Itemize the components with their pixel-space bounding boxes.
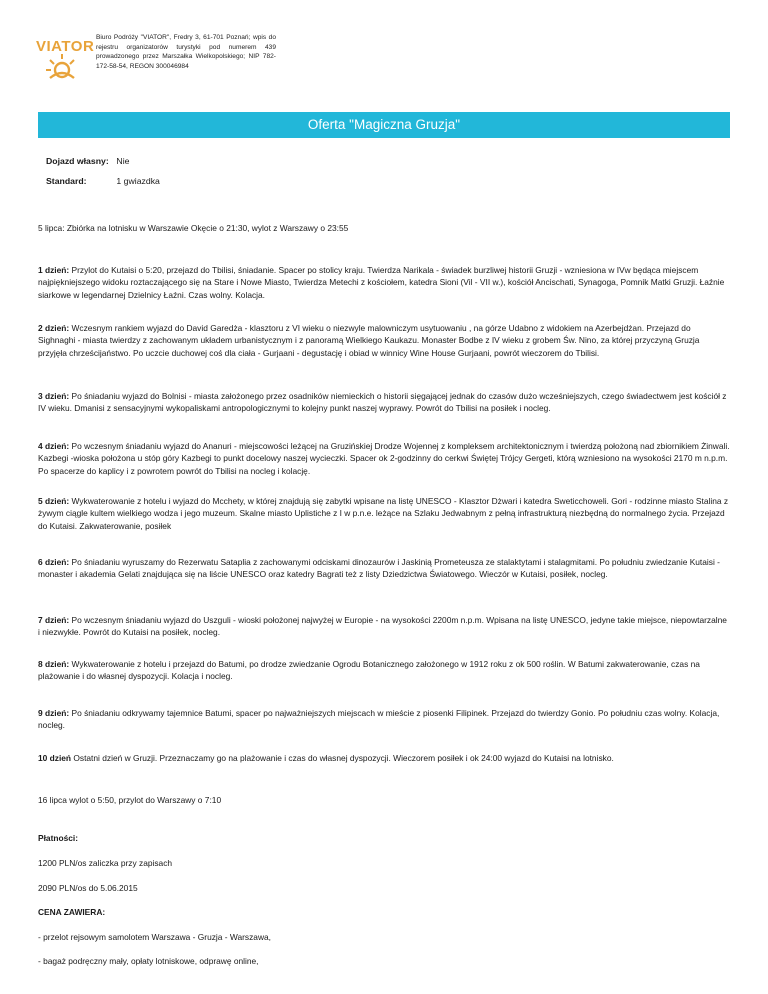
day-9 bbox=[38, 707, 730, 732]
day-4 bbox=[38, 440, 730, 477]
day-label: 5 dzień: bbox=[38, 496, 70, 506]
day-text: Po śniadaniu odkrywamy tajemnice Batumi, spacer po najważniejszych miejscach w mieście z piosenki Filipinek. Przejazd do twierdzy Gonio. Po południu czas wolny. Kolacja, nocleg. bbox=[38, 708, 720, 731]
standard-label: Standard: bbox=[46, 176, 87, 186]
payments-label: Płatności: bbox=[38, 833, 79, 843]
day-text: Ostatni dzień w Gruzji. Przeznaczamy go na plażowanie i czas do własnej dyspozycji. Wieczorem posiłek i ok 24:00 wyjazd do Kutaisi na lotnisko. bbox=[71, 753, 614, 763]
day-text: Po wczesnym śniadaniu wyjazd do Uszguli - wioski położonej najwyżej w Europie - na wysokości 2200m n.p.m. Wpisana na listę UNESCO, jedyne takie miejsce, niepowtarzalne i niezwykłe. Powrót do Kutaisi na posiłek, nocleg. bbox=[38, 615, 727, 638]
day-text: Przylot do Kutaisi o 5:20, przejazd do Tbilisi, śniadanie. Spacer po stolicy kraju. Twierdza Narikala - świadek burzliwej historii Gruzji - wzniesiona w IVw będąca miejscem najpiękniejszego widoku roztaczającego się na Stare i Nowe Miasto, Twierdza Metechi z kościołem, katedra Sioni (Vil - VII w.), kościół Ancischati, Synagoga, Pomnik Matki Gruzji. Łaźnie siarkowe w legendarnej Dzielnicy Łaźni. Czas wolny. Kolacja. bbox=[38, 265, 725, 300]
day-label: 7 dzień: bbox=[38, 615, 70, 625]
day-text: Po śniadaniu wyjazd do Bolnisi - miasta założonego przez osadników niemieckich o historii sięgającej jednak do czasów dużo wcześniejszych, czego świadectwem jest kościół z IV wieku. Dmanisi z sensacyjnymi wykopaliskami antropologicznymi to kolejny punkt naszej wyprawy. Powrót do Tbilisi na posiłek i nocleg. bbox=[38, 391, 727, 414]
sun-person-icon bbox=[44, 52, 80, 82]
day-2 bbox=[38, 322, 730, 359]
day-label: 1 dzień: bbox=[38, 265, 70, 275]
day-label: 9 dzień: bbox=[38, 708, 70, 718]
day-text: Po śniadaniu wyruszamy do Rezerwatu Sataplia z zachowanymi odciskami dinozaurów i Jaskinią Prometeusza ze stalaktytami i stalagmitami. Po południu zwiedzanie Kutaisi - monaster i akademia Gelati znajdująca się na liście UNESCO oraz katedry Bagrati też z listy Dziedzictwa Światowego. Wieczór w Kutaisi, posiłek, nocleg. bbox=[38, 557, 720, 580]
page-title: Oferta "Magiczna Gruzja" bbox=[38, 112, 730, 138]
return-info: 16 lipca wylot o 5:50, przylot do Warszawy o 7:10 bbox=[38, 795, 222, 805]
standard-value: 1 gwiazdka bbox=[116, 176, 160, 186]
includes-item: - bagaż podręczny mały, opłaty lotniskowe, odprawę online, bbox=[38, 956, 259, 966]
day-7 bbox=[38, 614, 730, 639]
day-label: 4 dzień: bbox=[38, 441, 70, 451]
standard-row bbox=[46, 176, 160, 186]
day-6 bbox=[38, 556, 730, 581]
company-info: Biuro Podróży "VIATOR", Fredry 3, 61-701 Poznań; wpis do rejestru organizatorów turystyki pod numerem 439 prowadzonego przez Marszałka Wielkopolskiego; NIP 782-172-58-54, REGON 300046984 bbox=[96, 34, 276, 70]
logo-text: VIATOR bbox=[36, 38, 95, 55]
transport-label: Dojazd własny: bbox=[46, 156, 109, 166]
day-10 bbox=[38, 752, 730, 764]
day-text: Wczesnym rankiem wyjazd do David Garedża - klasztoru z VI wieku o niezwyle malowniczym usytuowaniu , na górze Udabno z widokiem na Azerbejdżan. Przejazd do Sighnaghi - miasta twierdzy z zachowanym układem urbanistycznym i z panoramą Wielkiego Kaukazu. Monaster Bodbe z IV wieku z grobem Św. Nino, za której przyczyną Gruzja przyjęła chrześcijaństwo. Po uczcie duchowej coś dla ciała - Gurjaani - degustację i obiad w winnicy Wine House Gurjaani, powrót wieczorem do Tbilisi. bbox=[38, 323, 700, 358]
viator-logo bbox=[36, 34, 95, 82]
day-text: Wykwaterowanie z hotelu i wyjazd do Mcchety, w której znajdują się zabytki wpisane na listę UNESCO - Klasztor Dżwari i katedra Sweticchoweli. Gori - rodzinne miasto Stalina z żywym ciągle kultem wielkiego wodza i jego muzeum. Skalne miasto Uplistiche z I w p.n.e. leżące na Szlaku Jedwabnym z pełną infrastrukturą niezbędną do normalnego życia. Przejazd do Kutaisi. Zakwaterowanie, posiłek bbox=[38, 496, 729, 531]
payment-item: 2090 PLN/os do 5.06.2015 bbox=[38, 883, 138, 893]
day-8 bbox=[38, 658, 730, 683]
day-3 bbox=[38, 390, 730, 415]
header bbox=[36, 30, 436, 90]
transport-row bbox=[46, 156, 129, 166]
day-1 bbox=[38, 264, 730, 301]
day-text: Wykwaterowanie z hotelu i przejazd do Batumi, po drodze zwiedzanie Ogrodu Botanicznego założonego w 1912 roku z ok 500 roślin. W Batumi zakwaterowanie, czas na plażowanie i do własnej dyspozycji. Kolacja i nocleg. bbox=[38, 659, 700, 682]
day-text: Po wczesnym śniadaniu wyjazd do Ananuri - miejscowości leżącej na Gruzińskiej Drodze Wojennej z kompleksem architektonicznym i twierdzą położoną nad zbiornikiem Żinwali. Kazbegi -wioska położona u stóp góry Kazbegi to punkt docelowy naszej wycieczki. Spacer ok 2-godzinny do cerkwi Świętej Trójcy Gergeti, którą wzniesiono na wysokości 2170 m n.p.m. Po spacerze do kaplicy i z powrotem powrót do Tbilisi na nocleg i kolację. bbox=[38, 441, 730, 476]
day-label: 2 dzień: bbox=[38, 323, 70, 333]
payment-item: 1200 PLN/os zaliczka przy zapisach bbox=[38, 858, 173, 868]
transport-value: Nie bbox=[116, 156, 130, 166]
day-5 bbox=[38, 495, 730, 532]
day-label: 8 dzień: bbox=[38, 659, 70, 669]
day-label: 3 dzień: bbox=[38, 391, 70, 401]
day-label: 10 dzień bbox=[38, 753, 72, 763]
includes-label: CENA ZAWIERA: bbox=[38, 907, 106, 917]
day-label: 6 dzień: bbox=[38, 557, 70, 567]
includes-item: - przelot rejsowym samolotem Warszawa - Gruzja - Warszawa, bbox=[38, 932, 271, 942]
departure-info: 5 lipca: Zbiórka na lotnisku w Warszawie Okęcie o 21:30, wylot z Warszawy o 23:55 bbox=[38, 223, 349, 233]
